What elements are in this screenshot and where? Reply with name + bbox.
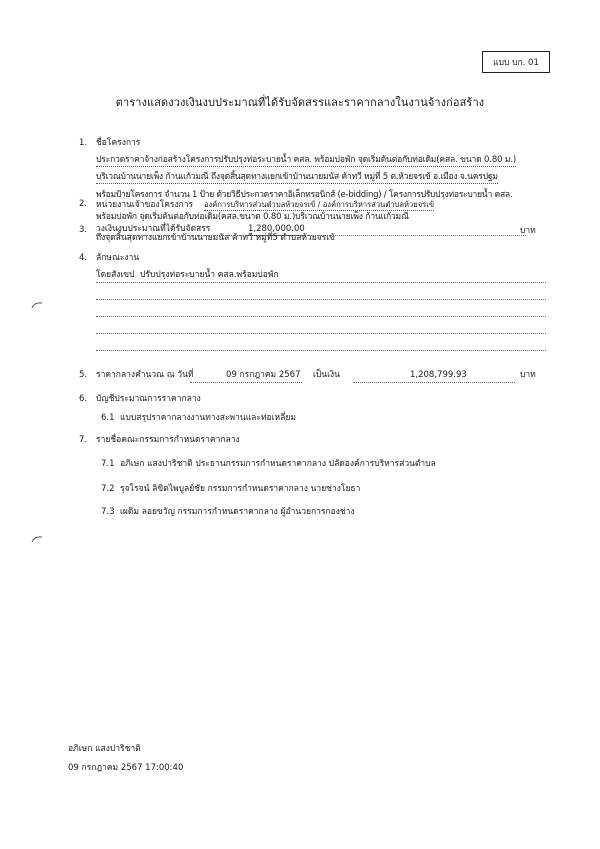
work-dotted-line-4 [96, 333, 546, 334]
work-dotted-line-3 [96, 316, 546, 317]
document-title: ตารางแสดงวงเงินงบประมาณที่ได้รับจัดสรรและราคากลางในงานจ้างก่อสร้าง [115, 96, 485, 109]
section-1-number: 1. [79, 138, 88, 148]
section-6-item-text: แบบสรุปราคากลางงานทางสะพานและท่อเหลี่ยม [120, 413, 296, 423]
margin-punch-mark [31, 298, 43, 312]
section-6-label: บัญชีประมาณการราคากลาง [96, 394, 201, 404]
section-7-number: 7. [79, 435, 88, 445]
owner-agency-value: องค์การบริหารส่วนตำบลห้วยจรเข้ / องค์การบริหารส่วนตำบลห้วยจรเข้ [204, 200, 435, 209]
project-name-line-1: ประกวดราคาจ้างก่อสร้างโครงการปรับปรุงท่อระบายน้ำ คสล. พร้อมบ่อพัก จุดเริ่มต้นต่อกับท่อเดิม(คสล. ขนาด 0.80 ม.) [96, 155, 517, 165]
work-dotted-line-2 [96, 299, 546, 300]
section-2-line-1: พร้อมป้ายโครงการ จำนวน 1 ป้าย ด้วยวิธีประกวดราคาอิเล็กทรอนิกส์ (e-bidding) / โครงการปรับปรุงท่อระบายน้ำ คสล. [96, 190, 513, 200]
section-7-label: รายชื่อคณะกรรมการกำหนดราคากลาง [96, 435, 240, 445]
committee-item-number: 7.2 [101, 484, 115, 494]
section-1-label: ชื่อโครงการ [96, 138, 141, 148]
median-price-amount: 1,208,799.93 [410, 370, 467, 380]
median-price-unit: บาท [520, 370, 536, 380]
committee-item-number: 7.3 [101, 507, 115, 517]
median-date-underline [190, 382, 302, 383]
committee-member-1: อภิเษก แสงปาริชาติ ประธานกรรมการกำหนดราคากลาง ปลัดองค์การบริหารส่วนตำบล [120, 459, 436, 469]
work-summary-prefix: โดยสังเขป [96, 270, 135, 280]
section-2-number: 2. [79, 199, 88, 209]
median-amount-underline [353, 382, 515, 383]
section-4-number: 4. [79, 253, 88, 263]
section-3-number: 3. [79, 225, 88, 235]
footer-name: อภิเษก แสงปาริชาติ [68, 744, 141, 754]
section-6-number: 6. [79, 394, 88, 404]
form-code-box [482, 51, 550, 73]
work-dotted-line-5 [96, 350, 546, 351]
owner-agency-label: หน่วยงานเจ้าของโครงการ [96, 200, 194, 210]
margin-punch-mark [31, 532, 43, 546]
project-name-line-2: บริเวณบ้านนายเพ็ง ก้านแก้วมณี ถึงจุดสิ้นสุดทางแยกเข้าบ้านนายมนัส ค้าทวี หมู่ที่ 5 ต.ห้วยจรเข้ อ.เมือง จ.นครปฐม [96, 172, 498, 182]
section-5-number: 5. [79, 370, 88, 380]
median-price-mid-label: เป็นเงิน [313, 370, 340, 380]
section-4-label: ลักษณะงาน [96, 253, 140, 263]
footer-datetime: 09 กรกฎาคม 2567 17:00:40 [68, 763, 184, 773]
work-summary-value: ปรับปรุงท่อระบายน้ำ คสล.พร้อมบ่อพัก [140, 270, 279, 280]
median-price-label: ราคากลางคำนวณ ณ วันที่ [96, 370, 194, 380]
committee-item-number: 7.1 [101, 459, 115, 469]
budget-unit: บาท [520, 226, 536, 236]
committee-member-2: รุจโรจน์ ลิขิตไพบูลย์ชัย กรรมการกำหนดราคากลาง นายช่างโยธา [120, 484, 361, 494]
budget-amount: 1,280,000.00 [248, 224, 305, 234]
work-dotted-line-1 [96, 282, 546, 283]
section-2-line-3: พร้อมบ่อพัก จุดเริ่มต้นต่อกับท่อเดิม(คสล.ขนาด 0.80 ม.)บริเวณบ้านนายเพ็ง ก้านแก้วมณี [96, 212, 409, 222]
budget-dotted-line [96, 235, 526, 236]
section-3-line-2: ถึงจุดสิ้นสุดทางแยกเข้าบ้านนายมนัส ค้าทวี หมู่ที่5 ตำบลห้วยจรเข้ [96, 233, 335, 243]
section-6-item-number: 6.1 [101, 413, 115, 423]
median-price-date: 09 กรกฎาคม 2567 [226, 370, 301, 380]
committee-member-3: เผดิม ลอยขวัญ กรรมการกำหนดราคากลาง ผู้อำนวยการกองช่าง [120, 507, 355, 517]
budget-label: วงเงินงบประมาณที่ได้รับจัดสรร [96, 224, 211, 234]
form-code: แบบ บก. 01 [493, 58, 539, 68]
